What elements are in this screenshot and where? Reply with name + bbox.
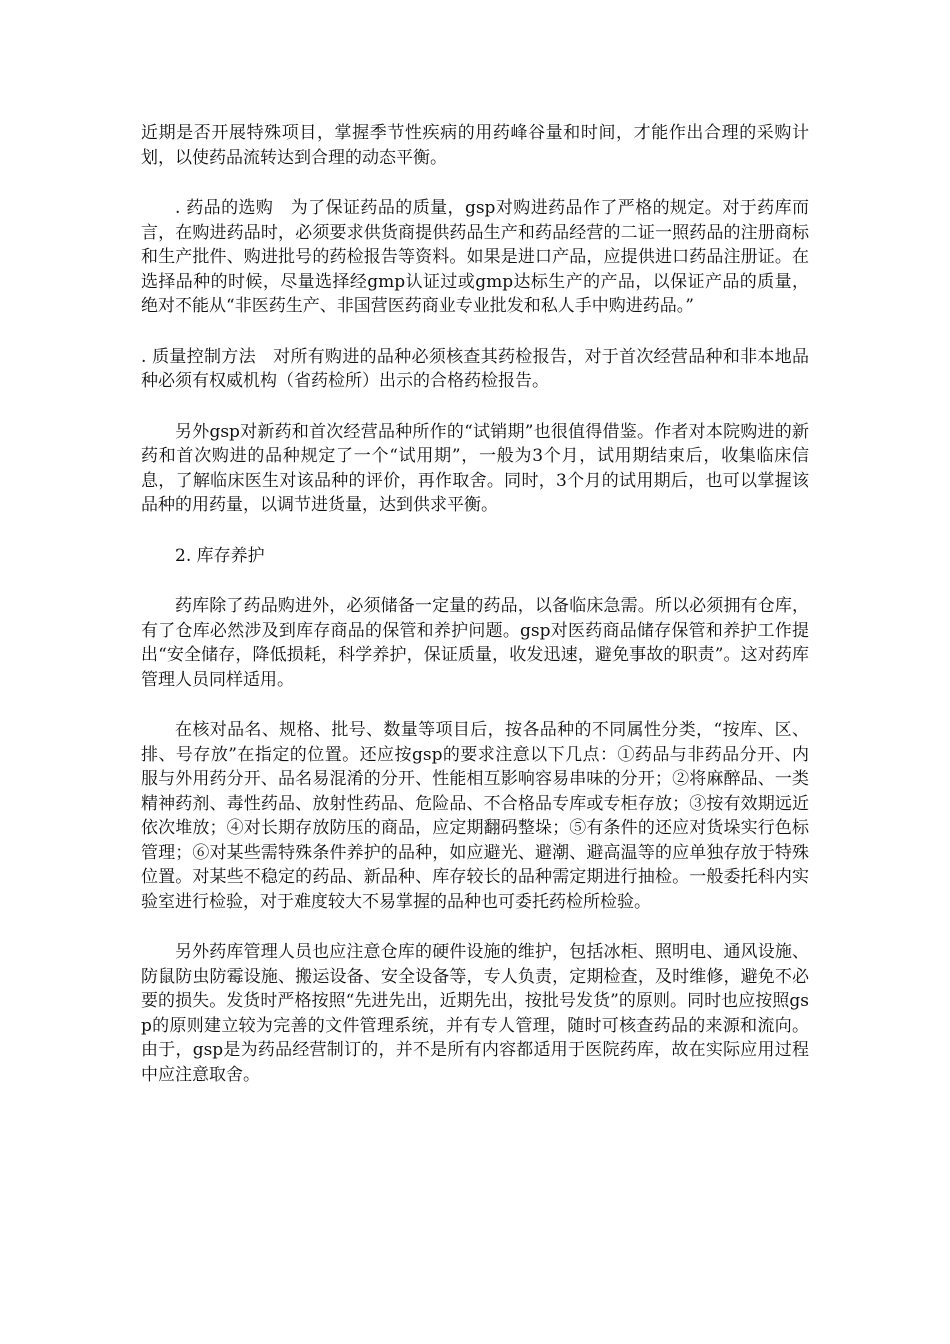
paragraph-trial-period: 另外gsp对新药和首次经营品种所作的“试销期”也很值得借鉴。作者对本院购进的新药和首次购进的品种规定了一个“试用期”，一般为3个月，试用期结束后，收集临床信息，了解临床医生对该品种的评价，再作取舍。同时，3个月的试用期后，也可以掌握该品种的用药量，以调节进货量，达到供求平衡。	[141, 421, 809, 515]
document-body	[141, 121, 809, 1113]
paragraph-storage-intro: 药库除了药品购进外，必须储备一定量的药品，以备临床急需。所以必须拥有仓库，有了仓库必然涉及到库存商品的保管和养护问题。gsp对医药商品储存保管和养护工作提出“安全储存，降低损耗，科学养护，保证质量，收发迅速，避免事故的职责”。这对药库管理人员同样适用。	[141, 596, 809, 690]
paragraph-drug-selection: . 药品的选购 为了保证药品的质量，gsp对购进药品作了严格的规定。对于药库而言，在购进药品时，必须要求供货商提供药品生产和药品经营的二证一照药品的注册商标和生产批件、购进批号的药检报告等资料。如果是进口产品，应提供进口药品注册证。在选择品种的时候，尽量选择经gmp认证过或gmp达标生产的产品，以保证产品的质量，绝对不能从“非医药生产、非国营医药商业专业批发和私人手中购进药品。”	[141, 198, 809, 316]
paragraph-facility-maintenance: 另外药库管理人员也应注意仓库的硬件设施的维护，包括冰柜、照明电、通风设施、防鼠防虫防霉设施、搬运设备、安全设备等，专人负责，定期检查，及时维修，避免不必要的损失。发货时严格按照“先进先出，近期先出，按批号发货”的原则。同时也应按照gsp的原则建立较为完善的文件管理系统，并有专人管理，随时可核查药品的来源和流向。由于，gsp是为药品经营制订的，并不是所有内容都适用于医院药库，故在实际应用过程中应注意取舍。	[141, 942, 809, 1085]
paragraph-storage-rules: 在核对品名、规格、批号、数量等项目后，按各品种的不同属性分类，“按库、区、排、号存放”在指定的位置。还应按gsp的要求注意以下几点：①药品与非药品分开、内服与外用药分开、品名易混淆的分开、性能相互影响容易串味的分开；②将麻醉品、一类精神药剂、毒性药品、放射性药品、危险品、不合格品专库或专柜存放；③按有效期远近依次堆放；④对长期存放防压的商品，应定期翻码整垛；⑤有条件的还应对货垛实行色标管理；⑥对某些需特殊条件养护的品种，如应避光、避潮、避高温等的应单独存放于特殊位置。对某些不稳定的药品、新品种、库存较长的品种需定期进行抽检。一般委托科内实验室进行检验，对于难度较大不易掌握的品种也可委托药检所检验。	[141, 720, 809, 912]
section-heading-storage: 2. 库存养护	[175, 545, 265, 566]
paragraph-quality-control: . 质量控制方法 对所有购进的品种必须核查其药检报告，对于首次经营品种和非本地品种必须有权威机构（省药检所）出示的合格药检报告。	[141, 346, 809, 391]
paragraph-procurement-plan: 近期是否开展特殊项目，掌握季节性疾病的用药峰谷量和时间，才能作出合理的采购计划，以使药品流转达到合理的动态平衡。	[141, 123, 809, 168]
